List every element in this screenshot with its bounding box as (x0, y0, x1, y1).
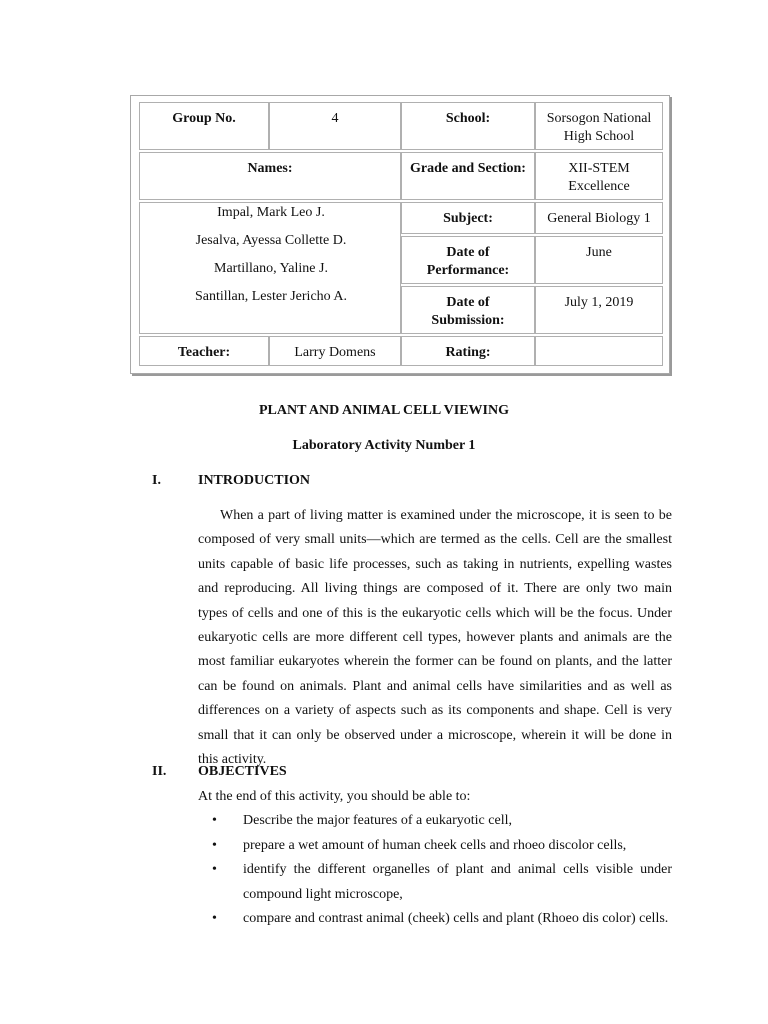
list-item: • Describe the major features of a eukaryotic cell, (212, 809, 672, 834)
rating-label: Rating: (401, 336, 535, 366)
section-number-intro: I. (152, 473, 161, 488)
bullet-icon: • (212, 813, 217, 828)
student-name: Impal, Mark Leo J. (217, 205, 325, 220)
bullet-icon: • (212, 911, 217, 926)
date-submission-label: Date of Submission: (401, 286, 535, 334)
date-performance-value: June (535, 236, 663, 284)
section-number-objectives: II. (152, 764, 167, 779)
school-value: Sorsogon National High School (535, 102, 663, 150)
section-heading-objectives: OBJECTIVES (198, 764, 287, 779)
date-submission-value: July 1, 2019 (535, 286, 663, 334)
subject-label: Subject: (401, 202, 535, 234)
list-item: • identify the different organelles of plant and animal cells visible under compound light microscope, (212, 858, 672, 907)
teacher-label: Teacher: (139, 336, 269, 366)
student-name: Santillan, Lester Jericho A. (194, 289, 348, 304)
intro-paragraph: When a part of living matter is examined under the microscope, it is seen to be composed of very small units—which are termed as the cells. Cell are the smallest units capable of basic life processes, such as taking in nutrients, expelling wastes and reproducing. All living things are composed of it. There are only two main types of cells and one of this is the eukaryotic cells which will be the focus. Under eukaryotic cells are more different cell types, however plants and animals are the most familiar eukaryotes wherein the former can be found on plants, and the latter can be found on animals. Plant and animal cells have similarities and as well as differences on a variety of aspects such as its components and shape. Cell is very small that it can only be observed under a microscope, wherein it will be done in this activity. (198, 508, 672, 768)
student-name: Martillano, Yaline J. (214, 261, 328, 276)
section-heading-intro: INTRODUCTION (198, 473, 311, 488)
subject-value: General Biology 1 (535, 202, 663, 234)
objectives-intro: At the end of this activity, you should be able to: (198, 789, 471, 804)
grade-label: Grade and Section: (401, 152, 535, 200)
objectives-list (212, 809, 672, 932)
document-title: PLANT AND ANIMAL CELL VIEWING (259, 403, 509, 418)
bullet-icon: • (212, 862, 217, 877)
document-subtitle: Laboratory Activity Number 1 (292, 438, 476, 453)
rating-value (535, 336, 663, 366)
group-value: 4 (269, 102, 401, 150)
school-label: School: (401, 102, 535, 150)
date-performance-label: Date of Performance: (401, 236, 535, 284)
group-label: Group No. (139, 102, 269, 150)
list-item: • prepare a wet amount of human cheek cells and rhoeo discolor cells, (212, 834, 672, 859)
names-label: Names: (139, 152, 401, 200)
bullet-icon: • (212, 837, 217, 853)
teacher-value: Larry Domens (269, 336, 401, 366)
info-table (130, 95, 670, 374)
student-name: Jesalva, Ayessa Collette D. (195, 233, 347, 248)
names-cell (139, 202, 401, 334)
grade-value: XII-STEM Excellence (535, 152, 663, 200)
list-item: • compare and contrast animal (cheek) cells and plant (Rhoeo dis color) cells. (212, 907, 672, 932)
